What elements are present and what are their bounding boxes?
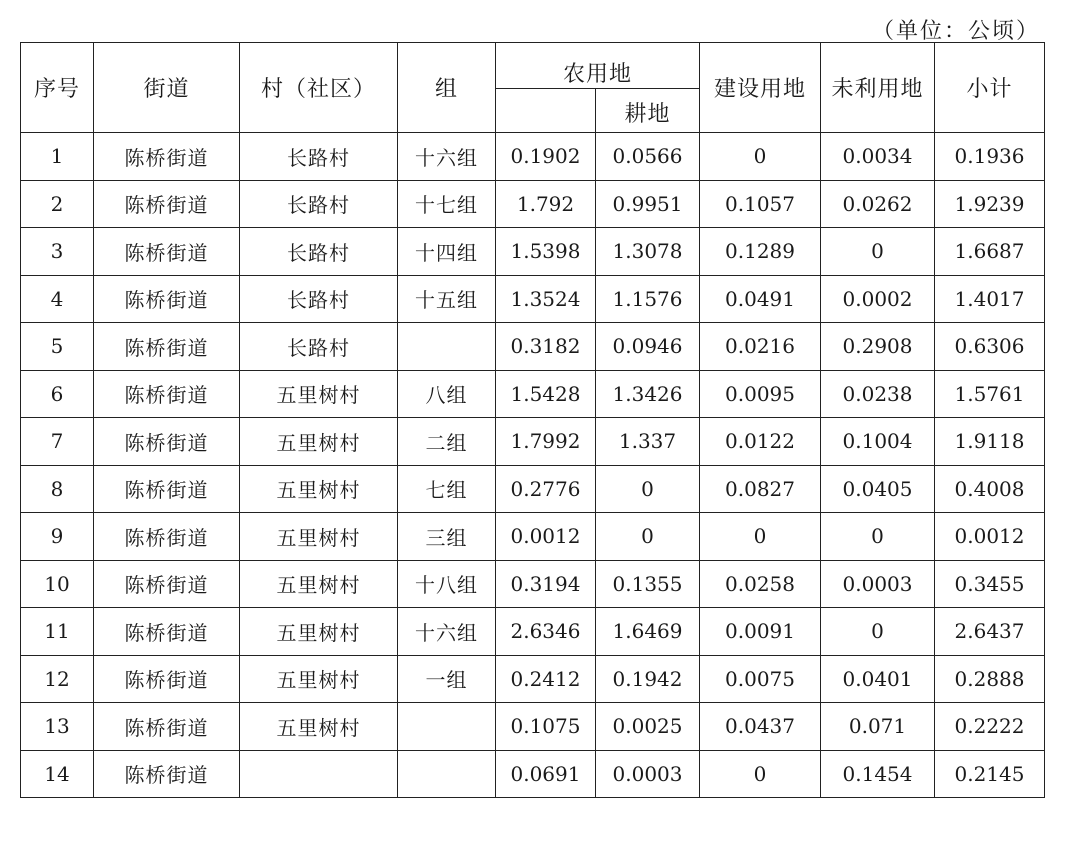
cell-agri: 1.7992 xyxy=(496,418,596,466)
cell-unused: 0.1004 xyxy=(821,418,935,466)
cell-agri: 0.1902 xyxy=(496,133,596,181)
header-village: 村（社区） xyxy=(240,43,398,133)
cell-total: 0.0012 xyxy=(935,513,1045,561)
cell-unused: 0.0002 xyxy=(821,275,935,323)
cell-build: 0 xyxy=(700,513,821,561)
cell-total: 0.1936 xyxy=(935,133,1045,181)
table-row xyxy=(21,655,1045,703)
cell-street: 陈桥街道 xyxy=(94,465,240,513)
table-row xyxy=(21,180,1045,228)
cell-no: 2 xyxy=(21,180,94,228)
cell-build: 0.0122 xyxy=(700,418,821,466)
cell-arable: 0.0946 xyxy=(596,323,700,371)
cell-street: 陈桥街道 xyxy=(94,370,240,418)
cell-no: 14 xyxy=(21,750,94,798)
cell-street: 陈桥街道 xyxy=(94,228,240,276)
cell-unused: 0.2908 xyxy=(821,323,935,371)
unit-note: （单位：公顷） xyxy=(871,19,1040,44)
cell-street: 陈桥街道 xyxy=(94,608,240,656)
table-row xyxy=(21,275,1045,323)
cell-build: 0.0091 xyxy=(700,608,821,656)
table-row xyxy=(21,560,1045,608)
cell-no: 8 xyxy=(21,465,94,513)
header-total: 小计 xyxy=(935,43,1045,133)
cell-arable: 1.3078 xyxy=(596,228,700,276)
cell-total: 1.4017 xyxy=(935,275,1045,323)
cell-village: 长路村 xyxy=(240,228,398,276)
cell-village: 五里树村 xyxy=(240,608,398,656)
cell-agri: 0.3182 xyxy=(496,323,596,371)
cell-total: 1.9118 xyxy=(935,418,1045,466)
cell-arable: 1.3426 xyxy=(596,370,700,418)
cell-agri: 0.1075 xyxy=(496,703,596,751)
cell-group: 三组 xyxy=(398,513,496,561)
cell-village: 长路村 xyxy=(240,275,398,323)
cell-group xyxy=(398,703,496,751)
cell-unused: 0 xyxy=(821,513,935,561)
cell-arable: 0 xyxy=(596,465,700,513)
cell-village: 长路村 xyxy=(240,133,398,181)
cell-street: 陈桥街道 xyxy=(94,513,240,561)
cell-street: 陈桥街道 xyxy=(94,180,240,228)
cell-agri: 0.3194 xyxy=(496,560,596,608)
cell-build: 0.0095 xyxy=(700,370,821,418)
cell-street: 陈桥街道 xyxy=(94,133,240,181)
cell-village: 五里树村 xyxy=(240,703,398,751)
cell-unused: 0.1454 xyxy=(821,750,935,798)
cell-group: 八组 xyxy=(398,370,496,418)
cell-total: 0.4008 xyxy=(935,465,1045,513)
cell-unused: 0.0401 xyxy=(821,655,935,703)
cell-build: 0.0075 xyxy=(700,655,821,703)
cell-unused: 0.0405 xyxy=(821,465,935,513)
cell-village xyxy=(240,750,398,798)
cell-build: 0.0258 xyxy=(700,560,821,608)
cell-build: 0.1289 xyxy=(700,228,821,276)
cell-no: 1 xyxy=(21,133,94,181)
table-row xyxy=(21,228,1045,276)
cell-village: 五里树村 xyxy=(240,370,398,418)
cell-unused: 0 xyxy=(821,608,935,656)
cell-street: 陈桥街道 xyxy=(94,418,240,466)
cell-no: 11 xyxy=(21,608,94,656)
header-street: 街道 xyxy=(94,43,240,133)
cell-build: 0.0216 xyxy=(700,323,821,371)
cell-street: 陈桥街道 xyxy=(94,703,240,751)
cell-unused: 0.0238 xyxy=(821,370,935,418)
cell-village: 五里树村 xyxy=(240,513,398,561)
cell-total: 0.6306 xyxy=(935,323,1045,371)
cell-build: 0.0437 xyxy=(700,703,821,751)
cell-no: 12 xyxy=(21,655,94,703)
cell-agri: 0.0691 xyxy=(496,750,596,798)
cell-build: 0.1057 xyxy=(700,180,821,228)
cell-agri: 0.2776 xyxy=(496,465,596,513)
header-build: 建设用地 xyxy=(700,43,821,133)
cell-total: 1.9239 xyxy=(935,180,1045,228)
cell-unused: 0.0262 xyxy=(821,180,935,228)
cell-street: 陈桥街道 xyxy=(94,275,240,323)
cell-total: 2.6437 xyxy=(935,608,1045,656)
cell-street: 陈桥街道 xyxy=(94,655,240,703)
cell-no: 5 xyxy=(21,323,94,371)
cell-agri: 1.5428 xyxy=(496,370,596,418)
cell-build: 0.0827 xyxy=(700,465,821,513)
cell-unused: 0.071 xyxy=(821,703,935,751)
cell-group: 十六组 xyxy=(398,608,496,656)
cell-arable: 0.9951 xyxy=(596,180,700,228)
cell-arable: 0.1942 xyxy=(596,655,700,703)
cell-agri: 0.0012 xyxy=(496,513,596,561)
cell-total: 1.6687 xyxy=(935,228,1045,276)
cell-total: 0.2222 xyxy=(935,703,1045,751)
cell-group: 十六组 xyxy=(398,133,496,181)
cell-group: 十四组 xyxy=(398,228,496,276)
cell-village: 五里树村 xyxy=(240,560,398,608)
cell-group: 十七组 xyxy=(398,180,496,228)
cell-group: 十八组 xyxy=(398,560,496,608)
cell-arable: 1.1576 xyxy=(596,275,700,323)
table-row xyxy=(21,703,1045,751)
header-group: 组 xyxy=(398,43,496,133)
cell-no: 4 xyxy=(21,275,94,323)
table-row xyxy=(21,370,1045,418)
cell-total: 0.3455 xyxy=(935,560,1045,608)
header-arable: 耕地 xyxy=(596,89,700,133)
cell-unused: 0.0034 xyxy=(821,133,935,181)
header-unused: 未利用地 xyxy=(821,43,935,133)
header-no: 序号 xyxy=(21,43,94,133)
cell-arable: 0.0003 xyxy=(596,750,700,798)
cell-village: 五里树村 xyxy=(240,655,398,703)
table-row xyxy=(21,513,1045,561)
table-body xyxy=(21,133,1045,798)
table-row xyxy=(21,418,1045,466)
cell-village: 五里树村 xyxy=(240,418,398,466)
cell-group: 七组 xyxy=(398,465,496,513)
table-row xyxy=(21,133,1045,181)
cell-village: 五里树村 xyxy=(240,465,398,513)
cell-street: 陈桥街道 xyxy=(94,560,240,608)
table-row xyxy=(21,750,1045,798)
cell-arable: 0.0025 xyxy=(596,703,700,751)
cell-build: 0 xyxy=(700,133,821,181)
table-row xyxy=(21,323,1045,371)
cell-agri: 0.2412 xyxy=(496,655,596,703)
cell-no: 10 xyxy=(21,560,94,608)
cell-street: 陈桥街道 xyxy=(94,323,240,371)
cell-village: 长路村 xyxy=(240,323,398,371)
cell-group: 二组 xyxy=(398,418,496,466)
cell-total: 0.2145 xyxy=(935,750,1045,798)
header-agri: 农用地 xyxy=(496,43,700,89)
cell-build: 0.0491 xyxy=(700,275,821,323)
cell-arable: 0 xyxy=(596,513,700,561)
cell-group xyxy=(398,750,496,798)
cell-arable: 1.6469 xyxy=(596,608,700,656)
cell-street: 陈桥街道 xyxy=(94,750,240,798)
cell-no: 3 xyxy=(21,228,94,276)
cell-agri: 2.6346 xyxy=(496,608,596,656)
table-row xyxy=(21,465,1045,513)
cell-arable: 0.1355 xyxy=(596,560,700,608)
cell-arable: 0.0566 xyxy=(596,133,700,181)
cell-no: 6 xyxy=(21,370,94,418)
cell-no: 7 xyxy=(21,418,94,466)
cell-arable: 1.337 xyxy=(596,418,700,466)
cell-group xyxy=(398,323,496,371)
cell-no: 13 xyxy=(21,703,94,751)
cell-unused: 0 xyxy=(821,228,935,276)
cell-unused: 0.0003 xyxy=(821,560,935,608)
cell-group: 一组 xyxy=(398,655,496,703)
cell-village: 长路村 xyxy=(240,180,398,228)
cell-no: 9 xyxy=(21,513,94,561)
cell-agri: 1.3524 xyxy=(496,275,596,323)
cell-total: 0.2888 xyxy=(935,655,1045,703)
table-row xyxy=(21,608,1045,656)
land-area-table xyxy=(20,42,1045,798)
cell-agri: 1.792 xyxy=(496,180,596,228)
table-header xyxy=(21,43,1045,133)
cell-total: 1.5761 xyxy=(935,370,1045,418)
header-agri-sub-blank xyxy=(496,89,596,133)
cell-group: 十五组 xyxy=(398,275,496,323)
cell-build: 0 xyxy=(700,750,821,798)
cell-agri: 1.5398 xyxy=(496,228,596,276)
